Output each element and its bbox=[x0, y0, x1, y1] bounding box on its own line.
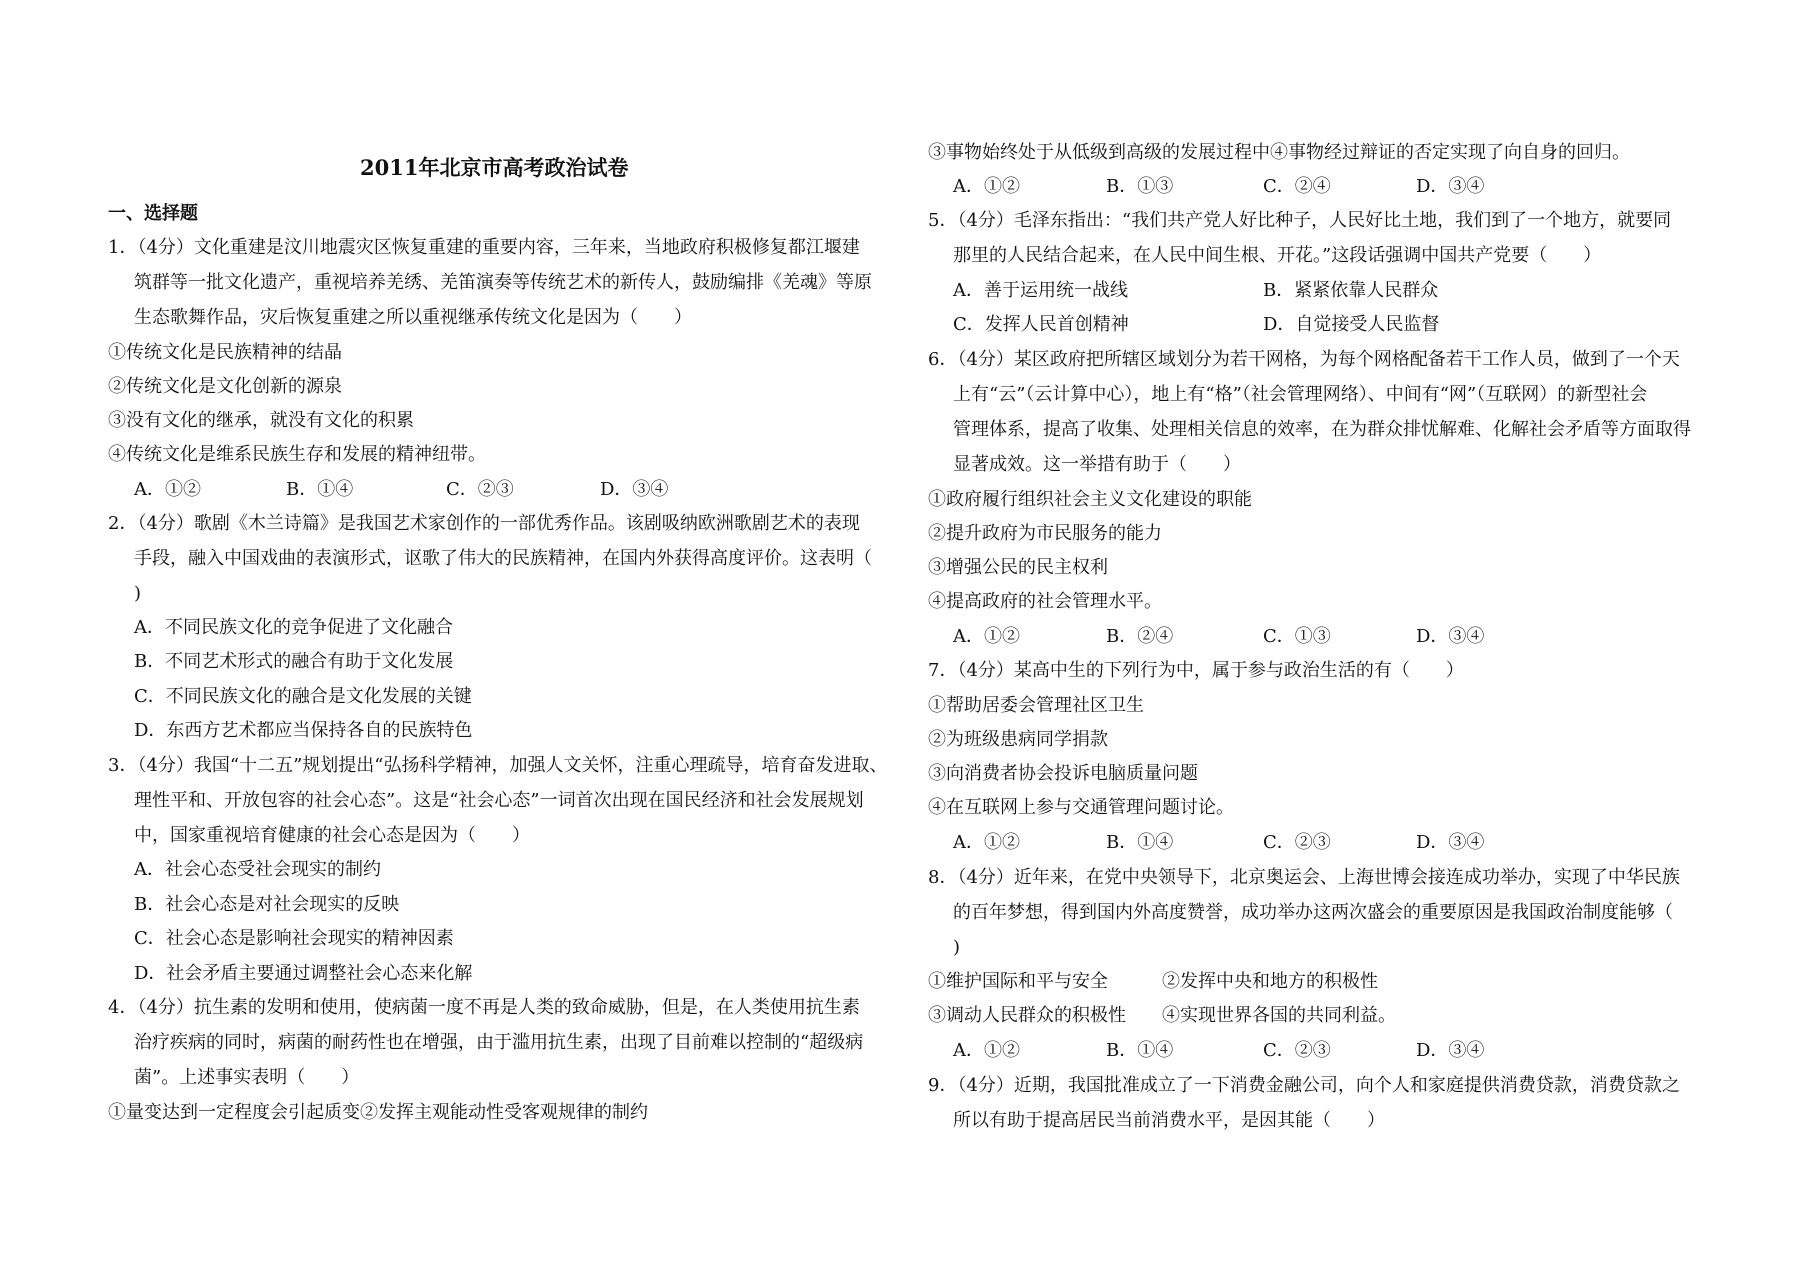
question-6-item: ③增强公民的民主权利 bbox=[928, 557, 1108, 578]
question-8-choice-a: A．①② bbox=[953, 1040, 1020, 1061]
question-3-option-d: D．社会矛盾主要通过调整社会心态来化解 bbox=[134, 963, 473, 984]
question-8-choice-d: D．③④ bbox=[1416, 1040, 1485, 1061]
question-5-option-d: D．自觉接受人民监督 bbox=[1263, 314, 1440, 335]
question-3-line-2: 理性平和、开放包容的社会心态”。这是“社会心态”一词首次出现在国民经济和社会发展规划 bbox=[134, 790, 864, 811]
question-7-item: ①帮助居委会管理社区卫生 bbox=[928, 695, 1144, 716]
question-2-line-1: 2．（4分）歌剧《木兰诗篇》是我国艺术家创作的一部优秀作品。该剧吸纳欧洲歌剧艺术的表现 bbox=[108, 513, 860, 534]
question-5-option-c: C．发挥人民首创精神 bbox=[953, 314, 1129, 335]
question-1-line-3: 生态歌舞作品，灾后恢复重建之所以重视继承传统文化是因为（ ） bbox=[134, 307, 692, 328]
question-1-item: ②传统文化是文化创新的源泉 bbox=[108, 376, 342, 397]
question-5-option-b: B．紧紧依靠人民群众 bbox=[1263, 280, 1439, 301]
question-8-choice-c: C．②③ bbox=[1263, 1040, 1331, 1061]
question-7-item: ④在互联网上参与交通管理问题讨论。 bbox=[928, 797, 1234, 818]
question-6-choice-a: A．①② bbox=[953, 626, 1020, 647]
question-5-line-1: 5．（4分）毛泽东指出：“我们共产党人好比种子，人民好比土地，我们到了一个地方，就要同 bbox=[928, 210, 1672, 231]
question-5-line-2: 那里的人民结合起来，在人民中间生根、开花。”这段话强调中国共产党要（ ） bbox=[953, 245, 1602, 266]
question-1-choice-c: C．②③ bbox=[446, 479, 514, 500]
question-1-choice-d: D．③④ bbox=[600, 479, 669, 500]
question-2-option-a: A．不同民族文化的竞争促进了文化融合 bbox=[134, 617, 453, 638]
question-6-item: ①政府履行组织社会主义文化建设的职能 bbox=[928, 489, 1252, 510]
question-9-line-2: 所以有助于提高居民当前消费水平，是因其能（ ） bbox=[953, 1110, 1385, 1131]
question-4-choice-c: C．②④ bbox=[1263, 176, 1331, 197]
question-8-line-2: 的百年梦想，得到国内外高度赞誉，成功举办这两次盛会的重要原因是我国政治制度能够（ bbox=[953, 902, 1673, 923]
question-2-line-3: ) bbox=[134, 583, 142, 604]
question-6-line-4: 显著成效。这一举措有助于（ ） bbox=[953, 454, 1241, 475]
question-1-line-2: 筑群等一批文化遗产，重视培养羌绣、羌笛演奏等传统艺术的新传人，鼓励编排《羌魂》等原 bbox=[134, 272, 872, 293]
question-7-choice-a: A．①② bbox=[953, 832, 1020, 853]
question-6-choice-d: D．③④ bbox=[1416, 626, 1485, 647]
question-6-line-2: 上有“云”（云计算中心），地上有“格”（社会管理网络）、中间有“网”（互联网）的新型社会 bbox=[953, 384, 1648, 405]
question-7-item: ③向消费者协会投诉电脑质量问题 bbox=[928, 763, 1198, 784]
question-8-choice-b: B．①④ bbox=[1106, 1040, 1174, 1061]
question-4-choice-d: D．③④ bbox=[1416, 176, 1485, 197]
question-1-item: ①传统文化是民族精神的结晶 bbox=[108, 342, 342, 363]
question-5-option-a: A．善于运用统一战线 bbox=[953, 280, 1128, 301]
question-1-line-1: 1．（4分）文化重建是汶川地震灾区恢复重建的重要内容，三年来，当地政府积极修复都江堰建 bbox=[108, 237, 860, 258]
question-7-item: ②为班级患病同学捐款 bbox=[928, 729, 1108, 750]
question-2-line-2: 手段，融入中国戏曲的表演形式，讴歌了伟大的民族精神，在国内外获得高度评价。这表明（ bbox=[134, 548, 872, 569]
question-1-item: ④传统文化是维系民族生存和发展的精神纽带。 bbox=[108, 444, 486, 465]
question-6-item: ④提高政府的社会管理水平。 bbox=[928, 591, 1162, 612]
question-1-choice-a: A．①② bbox=[134, 479, 201, 500]
question-3-line-3: 中，国家重视培育健康的社会心态是因为（ ） bbox=[134, 825, 530, 846]
question-4-choice-a: A．①② bbox=[953, 176, 1020, 197]
question-7-line-1: 7．（4分）某高中生的下列行为中，属于参与政治生活的有（ ） bbox=[928, 660, 1464, 681]
question-2-option-c: C．不同民族文化的融合是文化发展的关键 bbox=[134, 686, 472, 707]
question-4-choice-b: B．①③ bbox=[1106, 176, 1174, 197]
page-title: 2011年北京市高考政治试卷 bbox=[360, 155, 629, 180]
question-8-item: ③调动人民群众的积极性 ④实现世界各国的共同利益。 bbox=[928, 1005, 1396, 1026]
question-8-line-1: 8．（4分）近年来，在党中央领导下，北京奥运会、上海世博会接连成功举办，实现了中华民族 bbox=[928, 867, 1680, 888]
question-6-line-3: 管理体系，提高了收集、处理相关信息的效率，在为群众排忧解难、化解社会矛盾等方面取得 bbox=[953, 419, 1691, 440]
question-3-option-a: A．社会心态受社会现实的制约 bbox=[134, 859, 381, 880]
question-6-item: ②提升政府为市民服务的能力 bbox=[928, 523, 1162, 544]
question-3-line-1: 3．（4分）我国“十二五”规划提出“弘扬科学精神，加强人文关怀，注重心理疏导，培育奋发进取、 bbox=[108, 755, 888, 776]
section-heading: 一、选择题 bbox=[108, 203, 198, 224]
question-2-option-d: D．东西方艺术都应当保持各自的民族特色 bbox=[134, 720, 473, 741]
question-1-choice-b: B．①④ bbox=[286, 479, 354, 500]
question-8-item: ①维护国际和平与安全 ②发挥中央和地方的积极性 bbox=[928, 971, 1378, 992]
question-6-choice-c: C．①③ bbox=[1263, 626, 1331, 647]
question-4-item-continued: ③事物始终处于从低级到高级的发展过程中④事物经过辩证的否定实现了向自身的回归。 bbox=[928, 142, 1630, 163]
question-6-choice-b: B．②④ bbox=[1106, 626, 1174, 647]
question-7-choice-b: B．①④ bbox=[1106, 832, 1174, 853]
question-7-choice-c: C．②③ bbox=[1263, 832, 1331, 853]
question-3-option-b: B．社会心态是对社会现实的反映 bbox=[134, 894, 400, 915]
question-3-option-c: C．社会心态是影响社会现实的精神因素 bbox=[134, 928, 454, 949]
question-8-line-3: ) bbox=[953, 937, 961, 958]
question-4-line-1: 4．（4分）抗生素的发明和使用，使病菌一度不再是人类的致命威胁，但是，在人类使用抗生素 bbox=[108, 997, 860, 1018]
question-9-line-1: 9．（4分）近期，我国批准成立了一下消费金融公司，向个人和家庭提供消费贷款，消费贷款之 bbox=[928, 1075, 1680, 1096]
question-7-choice-d: D．③④ bbox=[1416, 832, 1485, 853]
question-4-item: ①量变达到一定程度会引起质变②发挥主观能动性受客观规律的制约 bbox=[108, 1102, 648, 1123]
question-6-line-1: 6．（4分）某区政府把所辖区域划分为若干网格，为每个网格配备若干工作人员，做到了一个天 bbox=[928, 349, 1680, 370]
question-4-line-2: 治疗疾病的同时，病菌的耐药性也在增强，由于滥用抗生素，出现了目前难以控制的“超级病 bbox=[134, 1032, 864, 1053]
question-2-option-b: B．不同艺术形式的融合有助于文化发展 bbox=[134, 651, 454, 672]
question-4-line-3: 菌”。上述事实表明（ ） bbox=[134, 1067, 360, 1088]
question-1-item: ③没有文化的继承，就没有文化的积累 bbox=[108, 410, 414, 431]
